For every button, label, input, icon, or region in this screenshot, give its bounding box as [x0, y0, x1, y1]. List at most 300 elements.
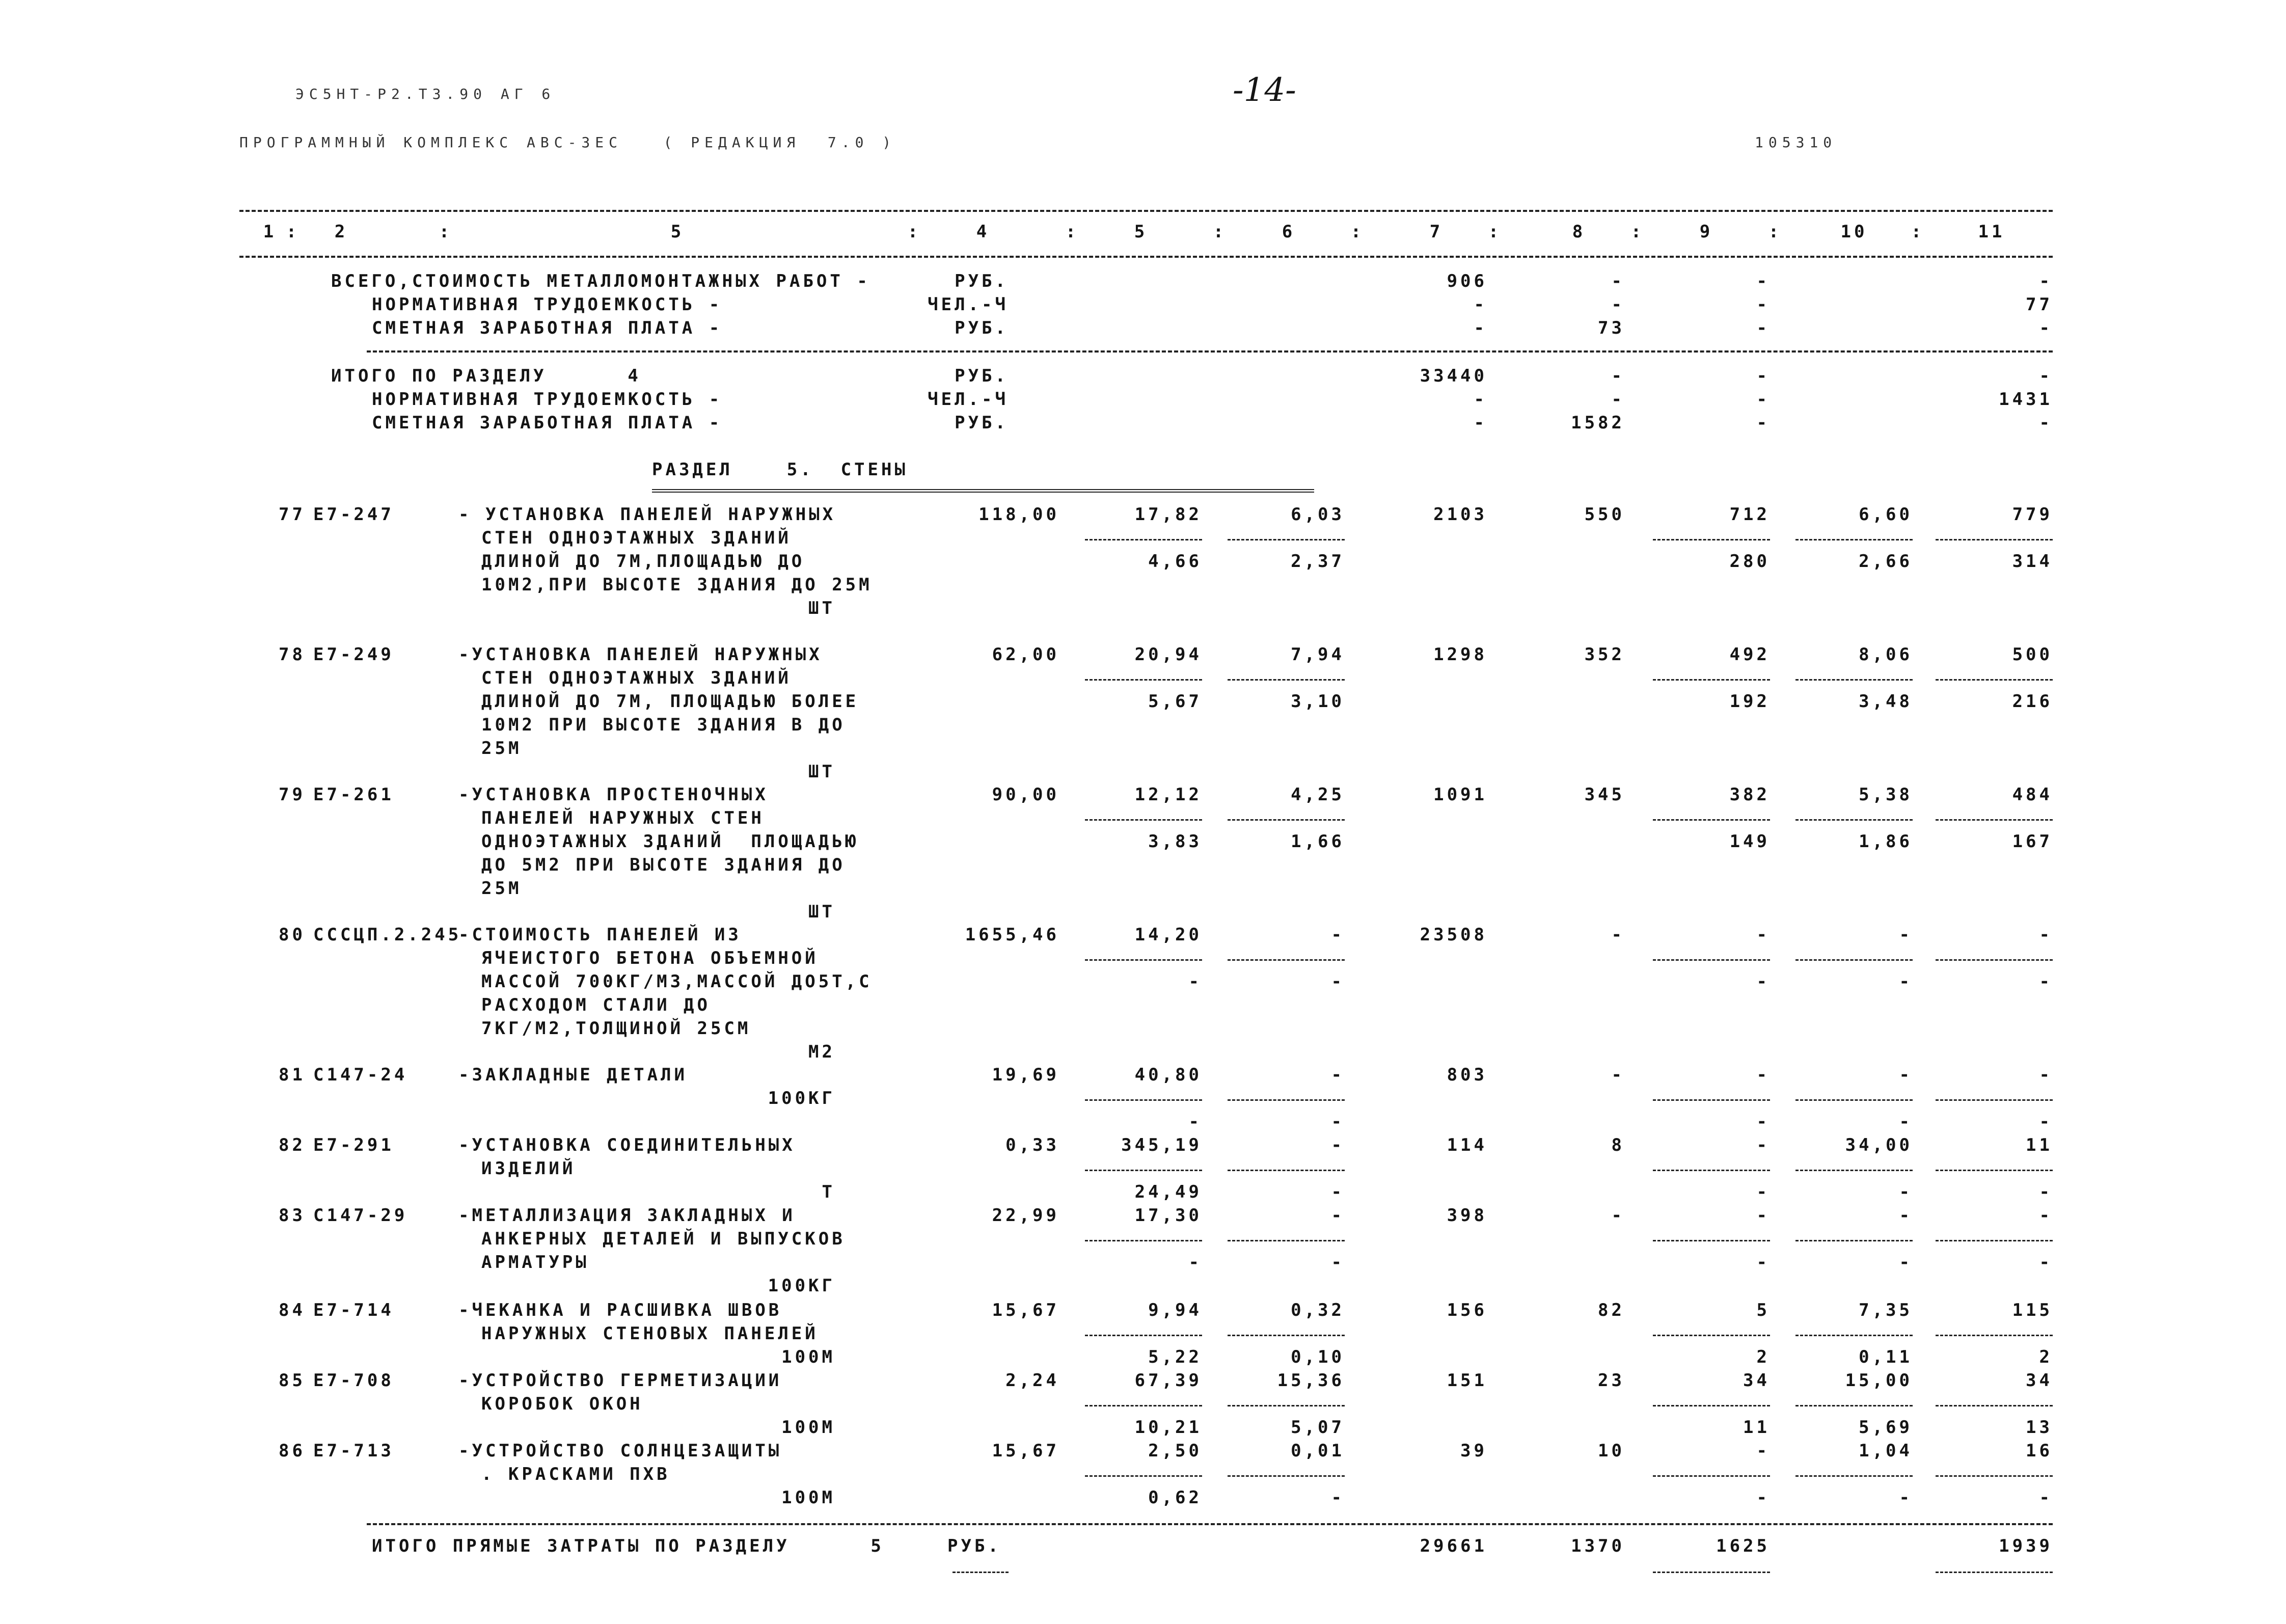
summary-unit: РУБ. — [955, 318, 1009, 338]
summary-rule — [367, 350, 2053, 353]
row-value: 2103 — [1433, 504, 1487, 525]
row-code: Е7-249 — [313, 644, 394, 665]
row-value: 345 — [1584, 784, 1625, 805]
column-number: 8 — [1572, 222, 1586, 242]
row-value-secondary: - — [2039, 1112, 2053, 1132]
row-unit: 100М — [781, 1487, 835, 1508]
row-description: ЯЧЕИСТОГО БЕТОНА ОБЪЕМНОЙ — [481, 948, 819, 968]
row-value: - — [1756, 1441, 1770, 1461]
row-value: 114 — [1447, 1135, 1487, 1155]
row-description: 7КГ/М2,ТОЛЩИНОЙ 25СМ — [481, 1018, 751, 1039]
value-rule — [1228, 539, 1345, 540]
row-value: 17,82 — [1134, 504, 1202, 525]
row-number: 86 — [279, 1441, 306, 1461]
row-code: С147-24 — [313, 1065, 408, 1085]
summary-unit: РУБ. — [955, 271, 1009, 291]
value-rule — [1653, 539, 1770, 540]
row-value: 492 — [1729, 644, 1770, 665]
row-value: 8 — [1611, 1135, 1625, 1155]
summary-value: - — [1611, 389, 1625, 410]
row-value-secondary: - — [1756, 1182, 1770, 1202]
row-description: ДЛИНОЙ ДО 7М,ПЛОЩАДЬЮ ДО — [481, 551, 805, 572]
row-value-secondary: - — [2039, 1182, 2053, 1202]
column-number: 7 — [1429, 222, 1444, 242]
summary-value: 73 — [1598, 318, 1625, 338]
row-value: 34 — [2026, 1370, 2053, 1391]
summary-value: - — [1756, 294, 1770, 315]
row-value-secondary: - — [1331, 1182, 1345, 1202]
row-number: 85 — [279, 1370, 306, 1391]
column-separator: : — [1630, 222, 1645, 242]
row-unit: М2 — [808, 1042, 835, 1062]
row-value: 39 — [1460, 1441, 1487, 1461]
row-value: 10 — [1598, 1441, 1625, 1461]
row-value-secondary: 0,62 — [1148, 1487, 1202, 1508]
row-number: 80 — [279, 925, 306, 945]
column-separator: : — [907, 222, 921, 242]
row-value-secondary: 10,21 — [1134, 1417, 1202, 1438]
column-separator: : — [439, 222, 453, 242]
header-rule-bottom — [239, 256, 2053, 258]
row-value: - — [1756, 925, 1770, 945]
row-unit: 100М — [781, 1417, 835, 1438]
value-rule — [1795, 959, 1913, 961]
total-rule — [1936, 1572, 2053, 1573]
row-value: 7,94 — [1291, 644, 1345, 665]
row-value: 156 — [1447, 1300, 1487, 1320]
value-rule — [1653, 1099, 1770, 1101]
row-description: 25М — [481, 738, 522, 759]
program-title: ПРОГРАММНЫЙ КОМПЛЕКС АВС-ЗЕС ( РЕДАКЦИЯ 7.0 ) — [239, 134, 896, 151]
total-value: 1625 — [1716, 1536, 1770, 1556]
row-value: 803 — [1447, 1065, 1487, 1085]
row-value-secondary: - — [1331, 1487, 1345, 1508]
document-code: 105310 — [1755, 134, 1837, 151]
row-value: 6,60 — [1859, 504, 1913, 525]
row-value: 90,00 — [992, 784, 1059, 805]
row-value: - — [1331, 925, 1345, 945]
value-rule — [1228, 1240, 1345, 1241]
summary-value: - — [2039, 271, 2053, 291]
row-value: - — [2039, 1205, 2053, 1226]
row-description: -УСТРОЙСТВО ГЕРМЕТИЗАЦИИ — [458, 1370, 782, 1391]
row-value: 1091 — [1433, 784, 1487, 805]
column-number: 11 — [1978, 222, 2005, 242]
row-value-secondary: - — [1331, 971, 1345, 992]
row-value: 118,00 — [978, 504, 1059, 525]
column-separator: : — [1768, 222, 1782, 242]
value-rule — [1653, 819, 1770, 821]
row-value-secondary: - — [1899, 1182, 1913, 1202]
summary-unit: ЧЕЛ.-Ч — [928, 389, 1009, 410]
summary-label: СМЕТНАЯ ЗАРАБОТНАЯ ПЛАТА - — [372, 318, 723, 338]
row-value-secondary: 3,10 — [1291, 691, 1345, 712]
value-rule — [1653, 1170, 1770, 1171]
row-value: - — [1611, 925, 1625, 945]
row-value-secondary: - — [1899, 1252, 1913, 1273]
row-value: 484 — [2012, 784, 2053, 805]
value-rule — [1085, 1170, 1202, 1171]
row-value-secondary: 149 — [1729, 831, 1770, 852]
value-rule — [1795, 1335, 1913, 1336]
value-rule — [1653, 679, 1770, 681]
row-description: -СТОИМОСТЬ ПАНЕЛЕЙ ИЗ — [458, 925, 742, 945]
value-rule — [1795, 1240, 1913, 1241]
row-description: ДО 5М2 ПРИ ВЫСОТЕ ЗДАНИЯ ДО — [481, 855, 846, 875]
row-description: 25М — [481, 878, 522, 899]
row-value-secondary: 5,69 — [1859, 1417, 1913, 1438]
row-value-secondary: - — [1899, 1487, 1913, 1508]
value-rule — [1228, 1475, 1345, 1477]
row-value: 23 — [1598, 1370, 1625, 1391]
value-rule — [1228, 1170, 1345, 1171]
row-value: - — [2039, 1065, 2053, 1085]
column-number: 5 — [670, 222, 685, 242]
value-rule — [1085, 1405, 1202, 1406]
row-value: 62,00 — [992, 644, 1059, 665]
row-value: 15,00 — [1845, 1370, 1913, 1391]
column-separator: : — [286, 222, 300, 242]
value-rule — [1936, 819, 2053, 821]
row-number: 79 — [279, 784, 306, 805]
row-value: 34,00 — [1845, 1135, 1913, 1155]
row-value: 0,01 — [1291, 1441, 1345, 1461]
row-value-secondary: 5,22 — [1148, 1347, 1202, 1367]
row-value-secondary: 0,10 — [1291, 1347, 1345, 1367]
row-value: - — [1331, 1135, 1345, 1155]
total-rule-top — [367, 1523, 2053, 1525]
row-value: 0,32 — [1291, 1300, 1345, 1320]
summary-value: 906 — [1447, 271, 1487, 291]
row-number: 82 — [279, 1135, 306, 1155]
value-rule — [1936, 679, 2053, 681]
row-value: 67,39 — [1134, 1370, 1202, 1391]
column-number: 1 — [263, 222, 277, 242]
row-value-secondary: - — [1756, 1487, 1770, 1508]
value-rule — [1936, 1335, 2053, 1336]
row-value: 9,94 — [1148, 1300, 1202, 1320]
row-value: 352 — [1584, 644, 1625, 665]
row-value: 15,67 — [992, 1441, 1059, 1461]
row-description: 10М2,ПРИ ВЫСОТЕ ЗДАНИЯ ДО 25М — [481, 575, 873, 595]
row-value: 712 — [1729, 504, 1770, 525]
row-code: Е7-714 — [313, 1300, 394, 1320]
row-description: КОРОБОК ОКОН — [481, 1394, 643, 1414]
row-number: 83 — [279, 1205, 306, 1226]
row-code: С147-29 — [313, 1205, 408, 1226]
summary-value: - — [1756, 318, 1770, 338]
column-separator: : — [1911, 222, 1925, 242]
row-value: 20,94 — [1134, 644, 1202, 665]
value-rule — [1228, 819, 1345, 821]
row-value-secondary: - — [1756, 971, 1770, 992]
summary-value: - — [1474, 389, 1487, 410]
value-rule — [1936, 959, 2053, 961]
summary-value: 1582 — [1571, 413, 1625, 433]
value-rule — [1085, 959, 1202, 961]
row-value: 19,69 — [992, 1065, 1059, 1085]
row-value: 4,25 — [1291, 784, 1345, 805]
value-rule — [1085, 1240, 1202, 1241]
summary-value: - — [1756, 366, 1770, 386]
row-value-secondary: - — [2039, 1487, 2053, 1508]
summary-value: - — [1474, 294, 1487, 315]
summary-value: - — [1756, 271, 1770, 291]
row-value-secondary: - — [1756, 1112, 1770, 1132]
row-value: 15,67 — [992, 1300, 1059, 1320]
row-description: -МЕТАЛЛИЗАЦИЯ ЗАКЛАДНЫХ И — [458, 1205, 796, 1226]
row-unit: ШТ — [808, 902, 835, 922]
value-rule — [1795, 819, 1913, 821]
column-number: 2 — [334, 222, 348, 242]
row-code: Е7-247 — [313, 504, 394, 525]
row-code: Е7-261 — [313, 784, 394, 805]
column-number: 9 — [1699, 222, 1713, 242]
row-description: АНКЕРНЫХ ДЕТАЛЕЙ И ВЫПУСКОВ — [481, 1229, 846, 1249]
value-rule — [1936, 539, 2053, 540]
row-value: 7,35 — [1859, 1300, 1913, 1320]
summary-value: - — [2039, 413, 2053, 433]
section-underline — [652, 489, 1314, 493]
column-separator: : — [1488, 222, 1502, 242]
value-rule — [1228, 1335, 1345, 1336]
header-rule-top — [239, 210, 2053, 212]
total-label: ИТОГО ПРЯМЫЕ ЗАТРАТЫ ПО РАЗДЕЛУ 5 — [372, 1536, 884, 1556]
row-value: 2,50 — [1148, 1441, 1202, 1461]
row-unit: Т — [822, 1182, 835, 1202]
row-value-secondary: - — [1899, 971, 1913, 992]
total-unit-rule — [953, 1572, 1009, 1573]
row-description: -УСТАНОВКА ПРОСТЕНОЧНЫХ — [458, 784, 769, 805]
row-value-secondary: 1,86 — [1859, 831, 1913, 852]
summary-label: НОРМАТИВНАЯ ТРУДОЕМКОСТЬ - — [372, 389, 723, 410]
summary-value: - — [1611, 294, 1625, 315]
row-description: -УСТАНОВКА СОЕДИНИТЕЛЬНЫХ — [458, 1135, 796, 1155]
summary-value: - — [2039, 318, 2053, 338]
summary-label: СМЕТНАЯ ЗАРАБОТНАЯ ПЛАТА - — [372, 413, 723, 433]
row-value: 22,99 — [992, 1205, 1059, 1226]
row-description: ИЗДЕЛИЙ — [481, 1158, 576, 1179]
value-rule — [1228, 1405, 1345, 1406]
row-value: - — [1331, 1065, 1345, 1085]
row-value: 15,36 — [1277, 1370, 1345, 1391]
row-value: 550 — [1584, 504, 1625, 525]
row-description: АРМАТУРЫ — [481, 1252, 589, 1273]
row-value: 1298 — [1433, 644, 1487, 665]
row-value-secondary: - — [1899, 1112, 1913, 1132]
row-value: 0,33 — [1005, 1135, 1059, 1155]
row-value-secondary: 13 — [2026, 1417, 2053, 1438]
total-value: 29661 — [1420, 1536, 1487, 1556]
row-value: 11 — [2026, 1135, 2053, 1155]
summary-label: ИТОГО ПО РАЗДЕЛУ 4 — [331, 366, 641, 386]
summary-value: - — [1756, 389, 1770, 410]
summary-value: - — [1474, 413, 1487, 433]
row-code: Е7-708 — [313, 1370, 394, 1391]
row-value: 12,12 — [1134, 784, 1202, 805]
value-rule — [1653, 1405, 1770, 1406]
row-value: 1,04 — [1859, 1441, 1913, 1461]
row-value-secondary: 4,66 — [1148, 551, 1202, 572]
row-description: -УСТАНОВКА ПАНЕЛЕЙ НАРУЖНЫХ — [458, 644, 823, 665]
row-value-secondary: 167 — [2012, 831, 2053, 852]
row-value-secondary: 24,49 — [1134, 1182, 1202, 1202]
doc-code: ЭС5НТ-Р2.Т3.90 АГ 6 — [295, 86, 556, 102]
summary-value: - — [2039, 366, 2053, 386]
row-value: 5,38 — [1859, 784, 1913, 805]
value-rule — [1795, 1170, 1913, 1171]
row-unit: 100М — [781, 1347, 835, 1367]
row-code: Е7-291 — [313, 1135, 394, 1155]
summary-unit: РУБ. — [955, 366, 1009, 386]
row-value-secondary: 11 — [1743, 1417, 1770, 1438]
row-description: 10М2 ПРИ ВЫСОТЕ ЗДАНИЯ В ДО — [481, 715, 846, 735]
row-value-secondary: 5,07 — [1291, 1417, 1345, 1438]
value-rule — [1085, 1335, 1202, 1336]
row-unit: 100КГ — [768, 1276, 835, 1296]
value-rule — [1936, 1405, 2053, 1406]
value-rule — [1795, 539, 1913, 540]
total-value: 1939 — [1999, 1536, 2053, 1556]
value-rule — [1228, 1099, 1345, 1101]
row-value: 5 — [1756, 1300, 1770, 1320]
summary-label: ВСЕГО,СТОИМОСТЬ МЕТАЛЛОМОНТАЖНЫХ РАБОТ - — [331, 271, 870, 291]
row-value: 82 — [1598, 1300, 1625, 1320]
summary-value: - — [1611, 366, 1625, 386]
row-description: - УСТАНОВКА ПАНЕЛЕЙ НАРУЖНЫХ — [458, 504, 836, 525]
summary-value: 33440 — [1420, 366, 1487, 386]
total-unit: РУБ. — [947, 1536, 1001, 1556]
value-rule — [1795, 679, 1913, 681]
row-value-secondary: - — [1188, 1252, 1202, 1273]
row-value-secondary: 3,48 — [1859, 691, 1913, 712]
row-number: 77 — [279, 504, 306, 525]
row-description: -ЗАКЛАДНЫЕ ДЕТАЛИ — [458, 1065, 688, 1085]
row-value: 115 — [2012, 1300, 2053, 1320]
row-value: 345,19 — [1121, 1135, 1202, 1155]
row-description: НАРУЖНЫХ СТЕНОВЫХ ПАНЕЛЕЙ — [481, 1323, 819, 1344]
row-description: СТЕН ОДНОЭТАЖНЫХ ЗДАНИЙ — [481, 528, 792, 548]
value-rule — [1936, 1475, 2053, 1477]
column-separator: : — [1213, 222, 1227, 242]
row-value-secondary: 3,83 — [1148, 831, 1202, 852]
row-unit: 100КГ — [768, 1088, 835, 1108]
row-value: 34 — [1743, 1370, 1770, 1391]
row-value-secondary: 2,37 — [1291, 551, 1345, 572]
row-value-secondary: 1,66 — [1291, 831, 1345, 852]
row-unit: ШТ — [808, 598, 835, 618]
row-value-secondary: 216 — [2012, 691, 2053, 712]
row-value-secondary: 192 — [1729, 691, 1770, 712]
row-description: ОДНОЭТАЖНЫХ ЗДАНИЙ ПЛОЩАДЬЮ — [481, 831, 859, 852]
column-number: 5 — [1134, 222, 1148, 242]
row-number: 81 — [279, 1065, 306, 1085]
row-unit: ШТ — [808, 762, 835, 782]
row-value-secondary: - — [1188, 1112, 1202, 1132]
row-value: 382 — [1729, 784, 1770, 805]
summary-value: 77 — [2026, 294, 2053, 315]
column-separator: : — [1350, 222, 1365, 242]
row-value-secondary: 5,67 — [1148, 691, 1202, 712]
row-value-secondary: - — [1756, 1252, 1770, 1273]
row-description: РАСХОДОМ СТАЛИ ДО — [481, 995, 711, 1015]
row-number: 78 — [279, 644, 306, 665]
row-value: 151 — [1447, 1370, 1487, 1391]
value-rule — [1936, 1099, 2053, 1101]
row-value: - — [1331, 1205, 1345, 1226]
summary-value: - — [1611, 271, 1625, 291]
row-code: Е7-713 — [313, 1441, 394, 1461]
row-value: 779 — [2012, 504, 2053, 525]
value-rule — [1228, 679, 1345, 681]
value-rule — [1795, 1475, 1913, 1477]
row-value-secondary: 280 — [1729, 551, 1770, 572]
row-value-secondary: 0,11 — [1859, 1347, 1913, 1367]
total-value: 1370 — [1571, 1536, 1625, 1556]
row-value: - — [1899, 1205, 1913, 1226]
row-value-secondary: - — [1331, 1252, 1345, 1273]
value-rule — [1795, 1405, 1913, 1406]
row-value: - — [1899, 1065, 1913, 1085]
value-rule — [1085, 819, 1202, 821]
column-number: 6 — [1282, 222, 1296, 242]
row-value-secondary: 2,66 — [1859, 551, 1913, 572]
value-rule — [1653, 1240, 1770, 1241]
row-value: 1655,46 — [965, 925, 1059, 945]
summary-unit: ЧЕЛ.-Ч — [928, 294, 1009, 315]
summary-label: НОРМАТИВНАЯ ТРУДОЕМКОСТЬ - — [372, 294, 723, 315]
row-code: СССЦП.2.245 — [313, 925, 462, 945]
total-rule — [1653, 1572, 1770, 1573]
row-description: -УСТРОЙСТВО СОЛНЦЕЗАЩИТЫ — [458, 1441, 782, 1461]
row-value-secondary: - — [1188, 971, 1202, 992]
row-value: 2,24 — [1005, 1370, 1059, 1391]
section-title: РАЗДЕЛ 5. СТЕНЫ — [652, 459, 908, 480]
row-value: 23508 — [1420, 925, 1487, 945]
value-rule — [1085, 1099, 1202, 1101]
summary-value: - — [1474, 318, 1487, 338]
row-value: - — [2039, 925, 2053, 945]
row-value: 16 — [2026, 1441, 2053, 1461]
value-rule — [1653, 959, 1770, 961]
row-description: СТЕН ОДНОЭТАЖНЫХ ЗДАНИЙ — [481, 668, 792, 688]
row-description: . КРАСКАМИ ПХВ — [481, 1464, 670, 1484]
row-value: - — [1756, 1065, 1770, 1085]
row-description: МАССОЙ 700КГ/М3,МАССОЙ ДО5Т,С — [481, 971, 873, 992]
row-value-secondary: 2 — [1756, 1347, 1770, 1367]
row-description: -ЧЕКАНКА И РАСШИВКА ШВОВ — [458, 1300, 782, 1320]
summary-unit: РУБ. — [955, 413, 1009, 433]
value-rule — [1653, 1335, 1770, 1336]
row-description: ПАНЕЛЕЙ НАРУЖНЫХ СТЕН — [481, 808, 765, 828]
summary-value: 1431 — [1999, 389, 2053, 410]
column-number: 4 — [976, 222, 990, 242]
row-value-secondary: - — [1331, 1112, 1345, 1132]
row-value-secondary: - — [2039, 1252, 2053, 1273]
row-value: - — [1611, 1205, 1625, 1226]
value-rule — [1653, 1475, 1770, 1477]
value-rule — [1085, 539, 1202, 540]
value-rule — [1085, 1475, 1202, 1477]
row-value: 17,30 — [1134, 1205, 1202, 1226]
row-value: 500 — [2012, 644, 2053, 665]
row-value: 6,03 — [1291, 504, 1345, 525]
summary-value: - — [1756, 413, 1770, 433]
value-rule — [1795, 1099, 1913, 1101]
value-rule — [1228, 959, 1345, 961]
row-value-secondary: 314 — [2012, 551, 2053, 572]
column-number: 10 — [1840, 222, 1868, 242]
